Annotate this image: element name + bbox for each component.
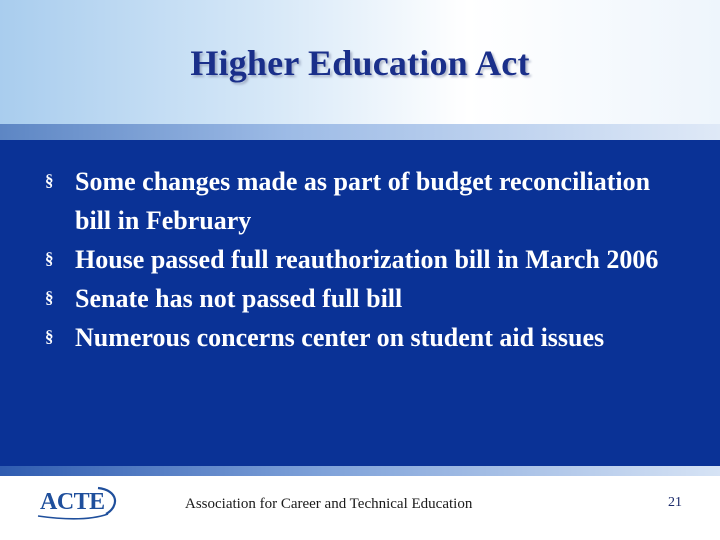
bullet-marker: § [45, 171, 54, 190]
bullet-marker: § [45, 249, 54, 268]
slide-title: Higher Education Act [190, 43, 530, 83]
bullet-text: Some changes made as part of budget reconciliation bill in February [75, 167, 651, 235]
organization-name: Association for Career and Technical Education [185, 496, 473, 512]
acte-logo [36, 484, 126, 524]
logo-wordmark: ACTE [40, 489, 105, 515]
bullet-item [45, 279, 685, 318]
bullet-text: Senate has not passed full bill [75, 284, 403, 313]
bullet-item [45, 162, 685, 240]
bullet-marker: § [45, 327, 54, 346]
footer-divider-band [0, 466, 720, 476]
bullet-item [45, 318, 685, 357]
header-divider-band [0, 124, 720, 140]
bullet-text: House passed full reauthorization bill in March 2006 [75, 245, 659, 274]
bullet-text: Numerous concerns center on student aid issues [75, 323, 605, 352]
bullet-marker: § [45, 288, 54, 307]
bullet-list [45, 162, 685, 357]
page-number: 21 [668, 495, 682, 510]
bullet-item [45, 240, 685, 279]
